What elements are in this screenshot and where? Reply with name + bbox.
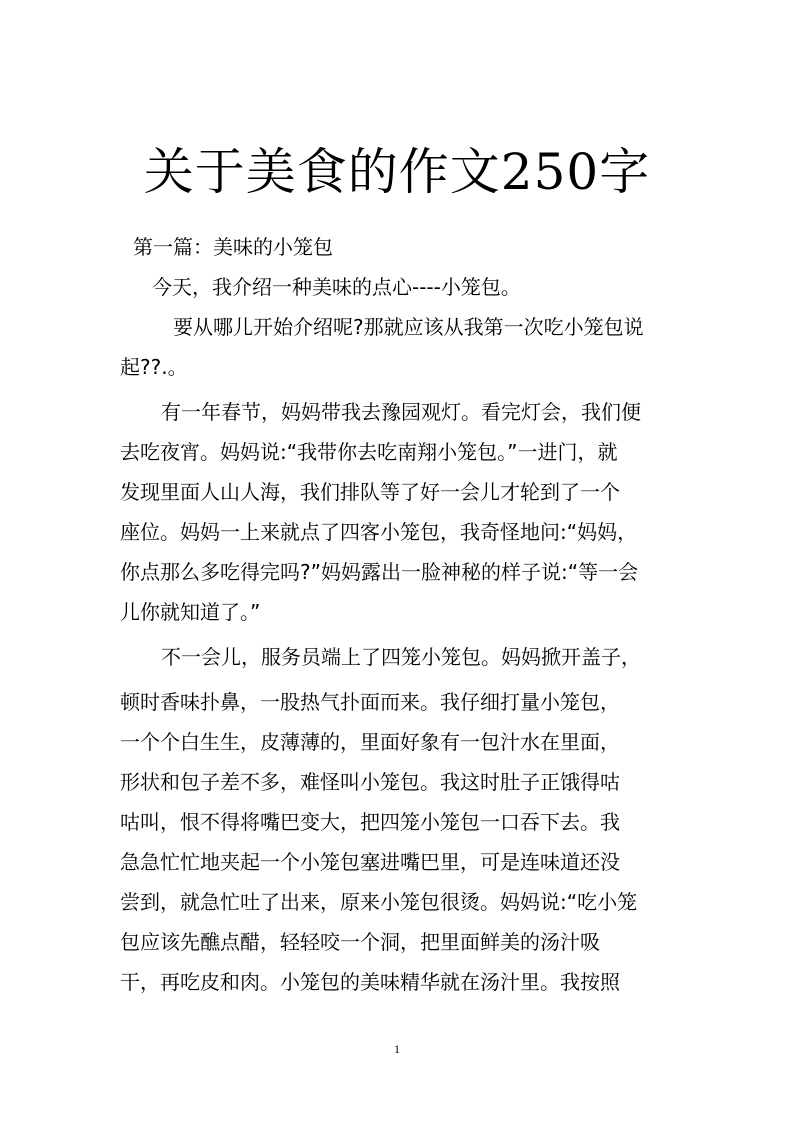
section-heading: 第一篇：美味的小笼包 [133, 235, 333, 259]
paragraph-line: 干，再吃皮和肉。小笼包的美味精华就在汤汁里。我按照 [120, 970, 620, 994]
paragraph-line: 起??.。 [120, 355, 188, 379]
paragraph-line: 发现里面人山人海，我们排队等了好一会儿才轮到了一个 [120, 480, 620, 504]
paragraph-line: 一个个白生生，皮薄薄的，里面好象有一包汁水在里面， [120, 730, 620, 754]
paragraph-line: 不一会儿，服务员端上了四笼小笼包。妈妈掀开盖子， [161, 645, 641, 669]
document-title: 关于美食的作文250字 [143, 143, 651, 201]
paragraph-line: 急急忙忙地夹起一个小笼包塞进嘴巴里，可是连味道还没 [120, 850, 620, 874]
paragraph-line: 尝到，就急忙吐了出来，原来小笼包很烫。妈妈说:“吃小笼 [120, 890, 638, 914]
paragraph-line: 座位。妈妈一上来就点了四客小笼包，我奇怪地问:“妈妈， [120, 520, 638, 544]
paragraph-line: 包应该先醮点醋，轻轻咬一个洞，把里面鲜美的汤汁吸 [120, 930, 600, 954]
paragraph-line: 形状和包子差不多，难怪叫小笼包。我这时肚子正饿得咕 [120, 770, 620, 794]
paragraph-line: 要从哪儿开始介绍呢?那就应该从我第一次吃小笼包说 [173, 315, 644, 339]
paragraph-line: 儿你就知道了。” [120, 600, 261, 624]
paragraph-line: 你点那么多吃得完吗?”妈妈露出一脸神秘的样子说:“等一会 [120, 560, 639, 584]
paragraph-line: 有一年春节，妈妈带我去豫园观灯。看完灯会，我们便 [161, 400, 641, 424]
paragraph-line: 今天，我介绍一种美味的点心----小笼包。 [152, 275, 521, 299]
page-number: 1 [394, 1042, 400, 1056]
paragraph-line: 去吃夜宵。妈妈说:“我带你去吃南翔小笼包。”一进门，就 [120, 440, 618, 464]
paragraph-line: 顿时香味扑鼻，一股热气扑面而来。我仔细打量小笼包， [120, 690, 620, 714]
paragraph-line: 咕叫，恨不得将嘴巴变大，把四笼小笼包一口吞下去。我 [120, 810, 620, 834]
